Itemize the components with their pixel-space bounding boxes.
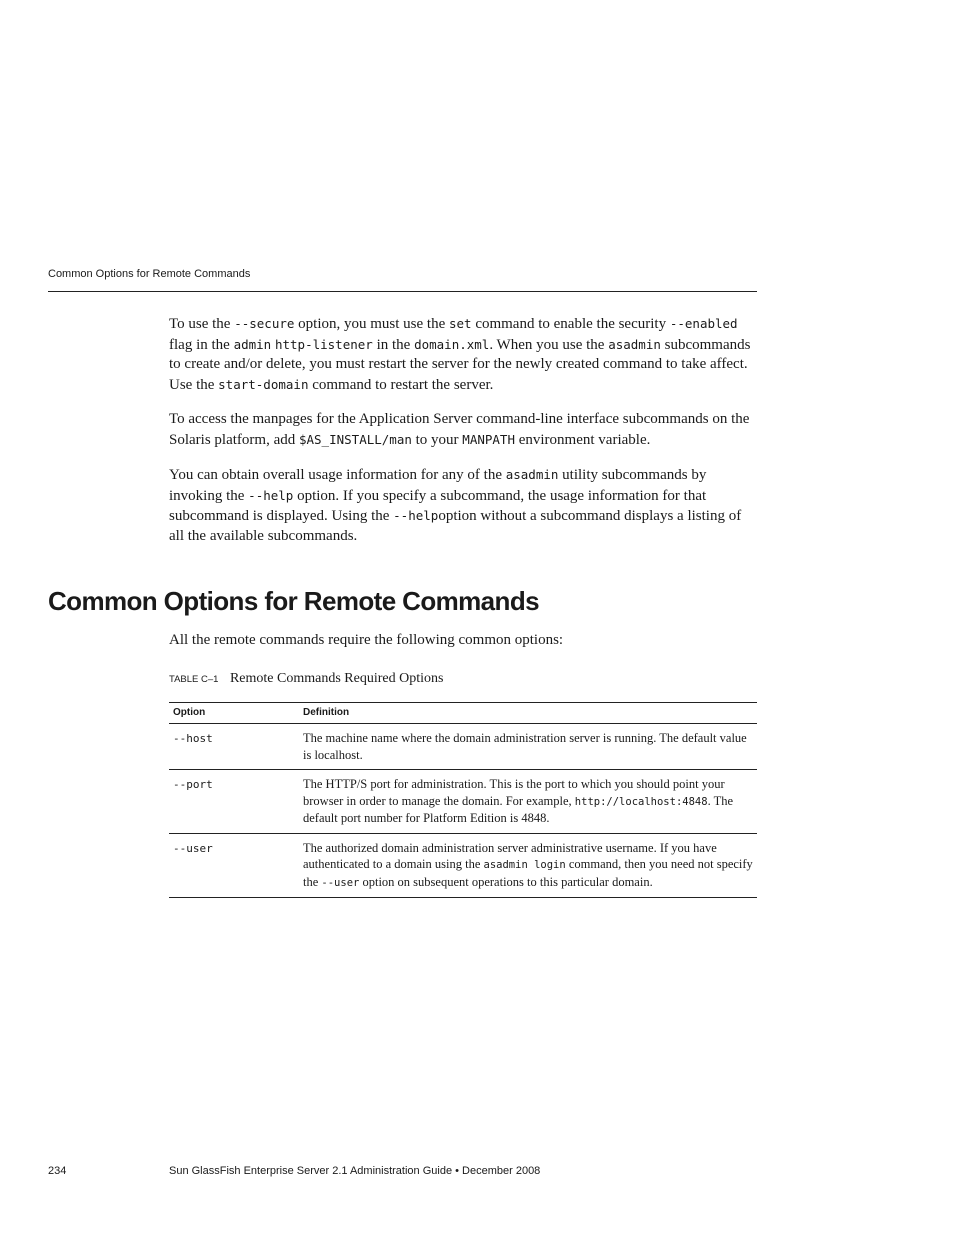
text: utility subcommands by invoking the [169,467,707,504]
body-text [169,314,759,561]
option-cell [169,724,299,770]
section-intro: All the remote commands require the following common options: [169,632,564,648]
code: asadmin login [483,859,566,871]
text: command to restart the server. [308,376,494,393]
table-row [169,833,757,898]
text: command to enable the security [471,316,670,332]
code: --help [393,508,439,523]
text: The HTTP/S port for administration. This is the port to which you should point your browser in order to manage the domain. For example, [303,777,725,808]
code: start-domain [218,376,309,392]
paragraph-secure-option [169,314,759,395]
code: $AS_INSTALL/man [298,431,412,447]
text: option. If you specify a subcommand, the usage information for that subcommand is displayed. Using the [169,487,707,524]
option-cell [169,770,299,834]
column-header-definition: Definition [303,707,350,718]
footer-book-title: Sun GlassFish Enterprise Server 2.1 Administration Guide • December 2008 [169,1165,541,1177]
text: To access the manpages for the Application Server command-line interface subcommands on the Solaris platform, add [169,411,750,448]
table-caption-title: Remote Commands Required Options [229,671,444,686]
paragraph-help-option [169,465,759,546]
header-rule [48,291,757,292]
text: command, then you need not specify the [303,857,753,889]
code: --user [321,876,360,889]
table-caption-label: TABLE C–1 [169,674,219,685]
text: flag in the [169,336,234,353]
code: http-listener [274,336,373,352]
code: http://localhost:4848 [574,795,708,808]
text: option, you must use the [294,316,449,332]
text: . The default port number for Platform Edition is 4848. [303,793,734,825]
definition-cell [299,770,757,834]
code: asadmin [608,336,661,352]
page-number: 234 [48,1165,67,1177]
text: to your [411,431,463,448]
text: The machine name where the domain administration server is running. The default value is localhost. [303,731,747,762]
column-header-option: Option [173,707,206,718]
text: . When you use the [489,336,609,353]
option-name: --host [173,732,213,745]
running-header: Common Options for Remote Commands [48,268,251,280]
text: option without a subcommand displays a listing of all the available subcommands. [169,508,742,544]
text: environment variable. [514,431,651,448]
code: set [448,316,472,331]
option-cell [169,833,299,898]
code: --secure [234,316,295,331]
code: asadmin [505,467,559,482]
code: MANPATH [462,431,515,447]
option-name: --user [173,841,213,855]
text: subcommands to create and/or delete, you must restart the server for the newly created command to take affect. Use the [169,336,751,393]
code: --enabled [669,316,738,331]
text: You can obtain overall usage information for any of the [169,467,506,483]
code: admin [233,336,272,352]
options-table [169,702,757,898]
table-header-row [169,703,757,724]
text: option on subsequent operations to this particular domain. [359,874,653,889]
option-name: --port [173,778,213,791]
text: The authorized domain administration server administrative username. If you have authenticated to a domain using the [303,840,717,871]
definition-cell [299,833,757,898]
code: domain.xml [414,336,490,352]
definition-cell [299,724,757,770]
table-row [169,724,757,770]
code: --help [248,487,294,503]
table-row [169,770,757,834]
text: To use the [169,316,235,332]
paragraph-manpages [169,410,759,450]
section-title: Common Options for Remote Commands [48,586,539,616]
table-caption [169,671,443,687]
text: in the [372,336,415,353]
